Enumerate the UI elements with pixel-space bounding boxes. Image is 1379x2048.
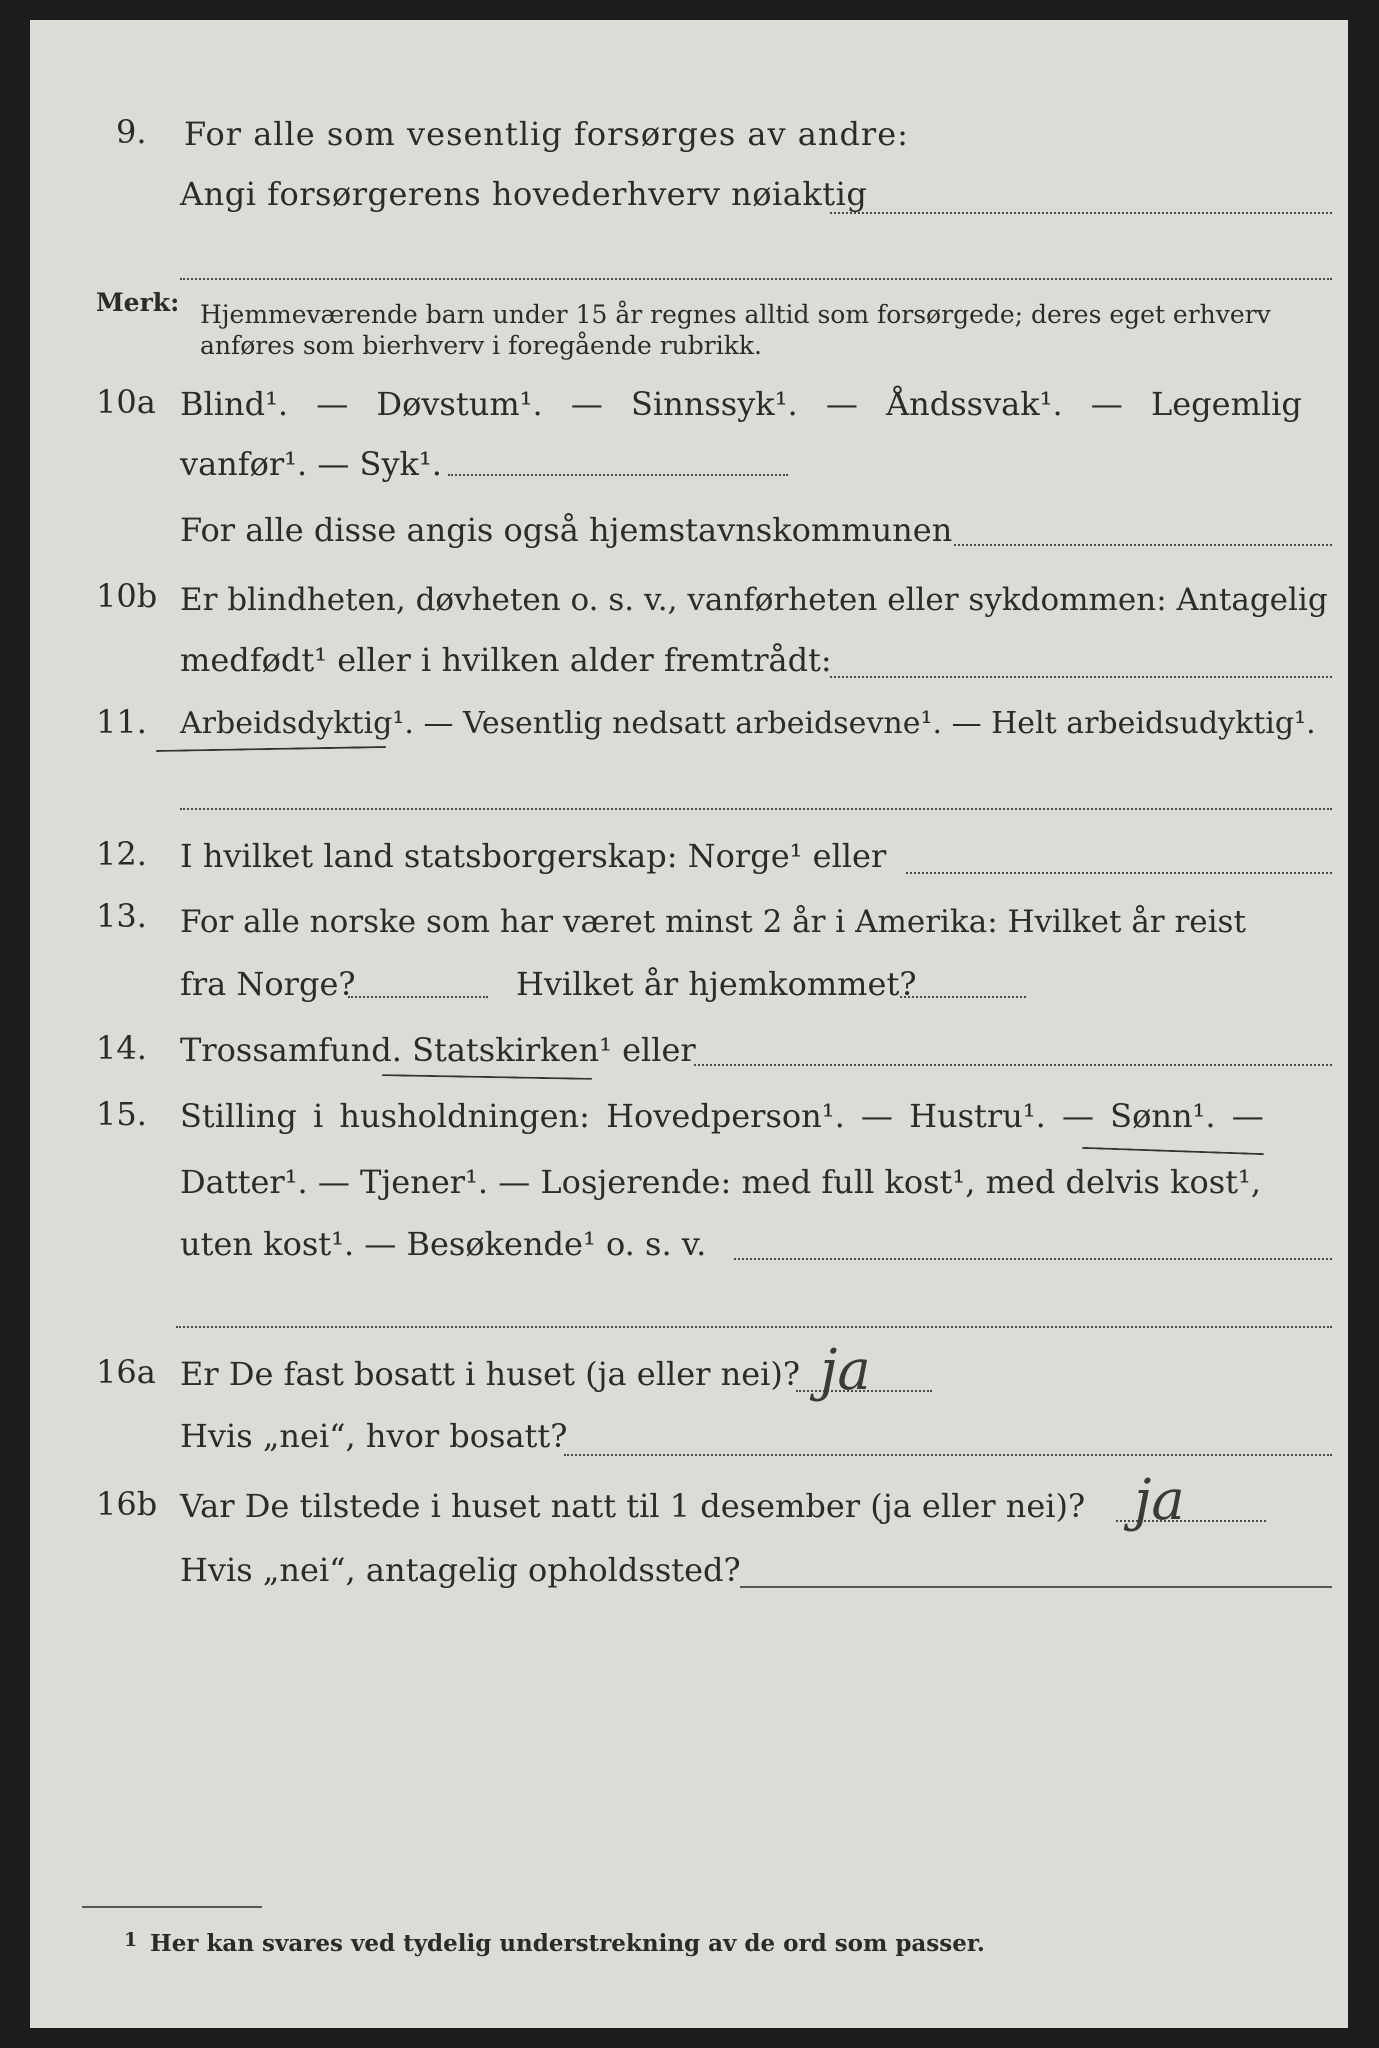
q9-line1: For alle som vesentlig forsørges av andre: — [184, 115, 909, 153]
q10a-home-line — [954, 544, 1332, 546]
q16b-number: 16b — [96, 1485, 158, 1523]
q15-line2: Datter¹. — Tjener¹. — Losjerende: med full kost¹, med delvis kost¹, — [180, 1163, 1262, 1201]
q16a-where-line — [564, 1454, 1332, 1456]
q12-line1: I hvilket land statsborgerskap: Norge¹ eller — [180, 837, 887, 875]
q16b-where-line — [740, 1586, 1332, 1588]
footnote-mark: 1 — [124, 1929, 138, 1951]
q13-line2b: Hvilket år hjemkommet? — [516, 965, 917, 1003]
q15-underline-sonn — [1082, 1147, 1264, 1155]
q11-answer-line — [180, 808, 1332, 810]
q9-line2: Angi forsørgerens hovederhverv nøiaktig — [180, 175, 868, 213]
q10b-answer-line — [830, 676, 1332, 678]
q12-number: 12. — [96, 835, 147, 873]
q9-answer-line-2 — [180, 278, 1332, 280]
q10b-line1: Er blindheten, døvheten o. s. v., vanførheten eller sykdommen: Antagelig — [180, 582, 1328, 618]
q13-line2a: fra Norge? — [180, 965, 356, 1003]
q10b-line2: medfødt¹ eller i hvilken alder fremtrådt: — [180, 641, 832, 679]
note-line1: Hjemmeværende barn under 15 år regnes alltid som forsørgede; deres eget erhverv — [200, 300, 1271, 329]
q11-number: 11. — [96, 703, 147, 741]
q16a-number: 16a — [96, 1353, 156, 1391]
q14-number: 14. — [96, 1029, 147, 1067]
q10a-line3: For alle disse angis også hjemstavnskommunen — [180, 511, 953, 549]
q12-answer-line — [906, 872, 1332, 874]
footnote-text: Her kan svares ved tydelig understrekning av de ord som passer. — [150, 1930, 985, 1957]
q16a-handwritten-answer: ja — [820, 1338, 871, 1403]
note-label: Merk: — [96, 288, 180, 317]
q14-answer-line — [694, 1064, 1332, 1066]
q11-underline-arbeidsdyktig — [156, 746, 386, 752]
q13-hjemkommet-line — [900, 996, 1026, 998]
census-form-page — [30, 20, 1348, 2028]
q14-line1: Trossamfund. Statskirken¹ eller — [180, 1031, 696, 1069]
q10a-line1: Blind¹. — Døvstum¹. — Sinnssyk¹. — Åndssvak¹. — Legemlig — [180, 385, 1302, 423]
q13-line1: For alle norske som har været minst 2 år i Amerika: Hvilket år reist — [180, 904, 1246, 940]
q9-answer-line — [830, 212, 1332, 214]
q16b-line2: Hvis „nei“, antagelig opholdssted? — [180, 1551, 741, 1589]
q16b-handwritten-answer: ja — [1134, 1468, 1185, 1533]
q10a-answer-line — [448, 474, 788, 476]
q10a-line2: vanfør¹. — Syk¹. — [180, 445, 442, 483]
note-line2: anføres som bierhverv i foregående rubrikk. — [200, 331, 762, 360]
q13-reist-line — [348, 996, 488, 998]
q15-answer-line-2 — [176, 1326, 1332, 1328]
q9-number: 9. — [116, 113, 147, 151]
q15-line3: uten kost¹. — Besøkende¹ o. s. v. — [180, 1225, 707, 1263]
q11-line1: Arbeidsdyktig¹. — Vesentlig nedsatt arbeidsevne¹. — Helt arbeidsudyktig¹. — [180, 706, 1316, 741]
q15-line1: Stilling i husholdningen: Hovedperson¹. — Hustru¹. — Sønn¹. — — [180, 1097, 1264, 1135]
q14-underline-statskirken — [382, 1074, 592, 1080]
q16b-line1: Var De tilstede i huset natt til 1 desember (ja eller nei)? — [180, 1487, 1086, 1525]
q10a-number: 10a — [96, 383, 156, 421]
q15-number: 15. — [96, 1095, 147, 1133]
q16a-line1: Er De fast bosatt i huset (ja eller nei)? — [180, 1355, 801, 1393]
footnote-rule — [82, 1906, 262, 1908]
q16a-line2: Hvis „nei“, hvor bosatt? — [180, 1417, 568, 1455]
q10b-number: 10b — [96, 577, 158, 615]
q13-number: 13. — [96, 897, 147, 935]
q15-answer-line — [734, 1258, 1332, 1260]
